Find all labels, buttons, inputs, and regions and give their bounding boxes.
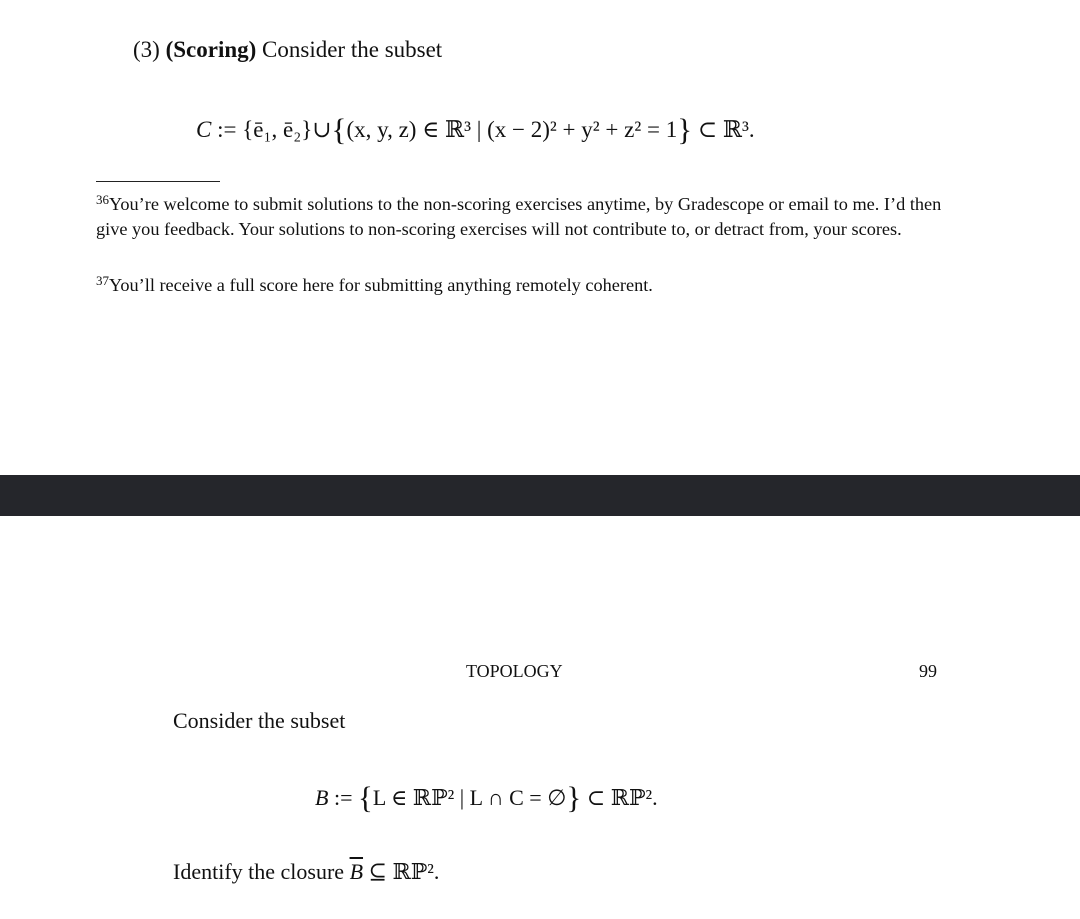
eq-b-end: . xyxy=(652,785,658,810)
eq-c-subset: ⊂ xyxy=(697,117,718,142)
eq-c-open-brace: { xyxy=(331,112,347,147)
footnote-37 xyxy=(96,269,653,298)
equation-c xyxy=(196,112,755,148)
exercise-tag: (Scoring) xyxy=(165,37,257,62)
page-separator xyxy=(0,475,1080,516)
eq-b-close-brace: } xyxy=(566,780,582,815)
eq-b-space: ℝℙ² xyxy=(610,785,653,810)
footnote-36 xyxy=(96,188,946,241)
footnote-37-text: You’ll receive a full score here for submitting anything remotely coherent. xyxy=(109,275,653,295)
eq-b-defeq: := xyxy=(333,785,353,810)
eq-b-subset: ⊂ xyxy=(586,785,606,810)
eq-c-set2: (x, y, z) ∈ ℝ³ | (x − 2)² + y² + z² = 1 xyxy=(346,117,678,142)
question-rel: ⊆ xyxy=(368,859,387,884)
question-space: ℝℙ² xyxy=(392,859,434,884)
eq-c-close-brace: } xyxy=(677,112,693,147)
eq-c-end: . xyxy=(748,117,755,142)
footnote-37-number: 37 xyxy=(96,273,109,288)
equation-b xyxy=(315,780,658,816)
exercise-number: (3) xyxy=(133,37,160,62)
exercise-heading xyxy=(133,37,442,63)
question-prefix: Identify the closure xyxy=(173,859,345,884)
footnote-rule xyxy=(96,181,220,182)
exercise-intro: Consider the subset xyxy=(262,37,443,62)
question-end: . xyxy=(433,859,440,884)
page-number: 99 xyxy=(919,661,937,681)
eq-b-lhs: B xyxy=(315,785,329,810)
eq-c-defeq: := xyxy=(217,117,237,142)
eq-c-lhs: C xyxy=(196,117,212,142)
eq-b-open-brace: { xyxy=(357,780,373,815)
question-line xyxy=(173,859,439,885)
eq-c-space: ℝ³ xyxy=(722,117,749,142)
footnote-36-text: You’re welcome to submit solutions to the non-scoring exercises anytime, by Gradescope or email to me. I’d then give you feedback. Your solutions to non-scoring exercises will not contribute to, or detract from, your scores. xyxy=(96,194,942,239)
eq-c-union: ∪ xyxy=(312,117,332,142)
eq-b-body: L ∈ ℝℙ² | L ∩ C = ∅ xyxy=(372,785,567,810)
lower-intro: Consider the subset xyxy=(173,708,346,733)
eq-c-set1: {ē₁, ē₂} xyxy=(242,117,313,142)
closure-symbol: $\overline{B}$ xyxy=(349,859,364,884)
running-head: TOPOLOGY xyxy=(466,661,563,681)
footnote-36-number: 36 xyxy=(96,192,109,207)
